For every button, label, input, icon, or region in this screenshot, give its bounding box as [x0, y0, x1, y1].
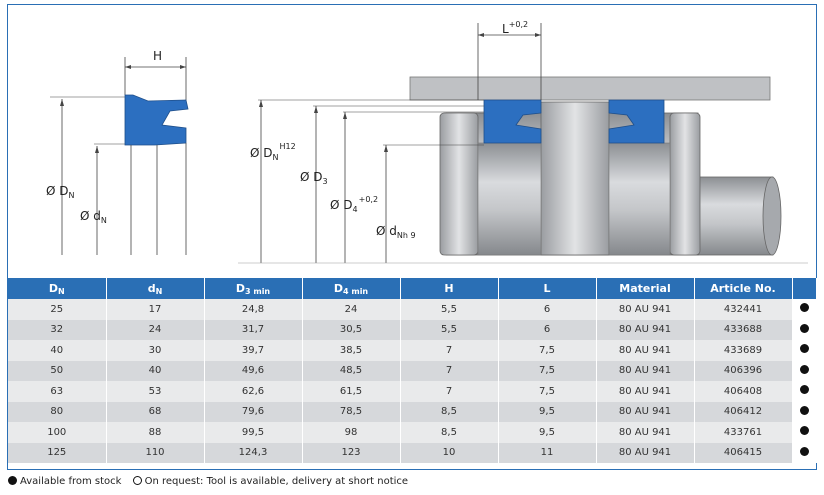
table-cell: 432441: [694, 299, 792, 320]
label-dn-right: [250, 142, 296, 162]
table-cell: 38,5: [302, 340, 400, 361]
legend-available: Available from stock: [20, 476, 122, 487]
stock-indicator: [792, 443, 816, 464]
table-cell: 7: [400, 340, 498, 361]
table-header-row: [8, 278, 816, 299]
table-cell: 49,6: [204, 361, 302, 382]
stock-dot-icon: [800, 426, 809, 435]
col-header-stock: [792, 278, 816, 299]
table-cell: 39,7: [204, 340, 302, 361]
table-cell: 433688: [694, 320, 792, 341]
svg-text:L+0,2: $L^{+0,2}$: [502, 20, 529, 36]
table-cell: 99,5: [204, 422, 302, 443]
table-cell: 110: [106, 443, 204, 464]
label-dn-left: [46, 184, 75, 200]
stock-dot-icon: [800, 303, 809, 312]
table-cell: 9,5: [498, 402, 596, 423]
svg-text:Ø D3: Ø $D_3$: [300, 170, 328, 186]
table-cell: 79,6: [204, 402, 302, 423]
table-cell: 88: [106, 422, 204, 443]
table-cell: 61,5: [302, 381, 400, 402]
table-row: [8, 443, 816, 464]
table-cell: 7,5: [498, 381, 596, 402]
stock-indicator: [792, 422, 816, 443]
table-cell: 80 AU 941: [596, 443, 694, 464]
table-cell: 30: [106, 340, 204, 361]
table-row: [8, 402, 816, 423]
table-cell: 7: [400, 361, 498, 382]
stock-dot-icon: [8, 476, 17, 485]
table-cell: 433761: [694, 422, 792, 443]
table-cell: 406415: [694, 443, 792, 464]
table-row: [8, 422, 816, 443]
table-cell: 10: [400, 443, 498, 464]
table-cell: 80 AU 941: [596, 320, 694, 341]
stock-dot-icon: [800, 385, 809, 394]
table-cell: 80 AU 941: [596, 361, 694, 382]
col-header-d3min: $D_{3 min}$: [204, 278, 302, 299]
legend-on-request: On request: Tool is available, delivery at short notice: [144, 476, 409, 487]
table-cell: 100: [8, 422, 106, 443]
seal-cross-section: [50, 57, 188, 255]
table-cell: 40: [8, 340, 106, 361]
col-header-article: Article No.: [694, 278, 792, 299]
svg-text:Ø D4+0,2: Ø $D_4^{+0,2}$: [330, 195, 379, 214]
table-cell: 80 AU 941: [596, 422, 694, 443]
stock-indicator: [792, 320, 816, 341]
svg-text:Ø DN: Ø $D_N$: [46, 184, 75, 200]
table-cell: 48,5: [302, 361, 400, 382]
stock-dot-icon: [800, 406, 809, 415]
table-cell: 5,5: [400, 320, 498, 341]
svg-text:Ø dN: Ø $d_N$: [80, 209, 107, 225]
table-cell: 80 AU 941: [596, 402, 694, 423]
stock-indicator: [792, 402, 816, 423]
label-dn-small-left: [80, 209, 107, 225]
table-cell: 31,7: [204, 320, 302, 341]
stock-dot-icon: [800, 324, 809, 333]
table-cell: 63: [8, 381, 106, 402]
stock-dot-icon: [800, 365, 809, 374]
dimensions-table: [8, 278, 817, 463]
table-cell: 406396: [694, 361, 792, 382]
table-cell: 123: [302, 443, 400, 464]
svg-text:Ø DNH12: Ø $D_N^{H12}$: [250, 142, 296, 162]
stock-indicator: [792, 299, 816, 320]
table-cell: 433689: [694, 340, 792, 361]
table-cell: 6: [498, 320, 596, 341]
table-cell: 50: [8, 361, 106, 382]
table-cell: 25: [8, 299, 106, 320]
request-circle-icon: [133, 476, 142, 485]
table-cell: 17: [106, 299, 204, 320]
table-cell: 11: [498, 443, 596, 464]
col-header-dn: $D_N$: [8, 278, 106, 299]
svg-text:Ø dNh 9: Ø $d_{Nh 9}$: [376, 224, 416, 240]
col-header-d4min: $D_{4 min}$: [302, 278, 400, 299]
table-cell: 7,5: [498, 361, 596, 382]
table-cell: 6: [498, 299, 596, 320]
table-cell: 24: [302, 299, 400, 320]
table-cell: 53: [106, 381, 204, 402]
table-cell: 406408: [694, 381, 792, 402]
table-row: [8, 320, 816, 341]
legend: [8, 476, 408, 487]
label-h: H: [153, 49, 163, 63]
table-cell: 30,5: [302, 320, 400, 341]
table-row: [8, 299, 816, 320]
table-cell: 32: [8, 320, 106, 341]
table-cell: 24,8: [204, 299, 302, 320]
label-l: [502, 20, 528, 36]
col-header-l: L: [498, 278, 596, 299]
label-dnh: [376, 224, 416, 240]
stock-indicator: [792, 381, 816, 402]
table-cell: 78,5: [302, 402, 400, 423]
stock-indicator: [792, 361, 816, 382]
table-row: [8, 340, 816, 361]
table-cell: 98: [302, 422, 400, 443]
table-cell: 5,5: [400, 299, 498, 320]
table-cell: 8,5: [400, 402, 498, 423]
col-header-dn-small: $d_N$: [106, 278, 204, 299]
table-cell: 125: [8, 443, 106, 464]
label-d3: [300, 170, 328, 186]
seal-diagram: [8, 5, 816, 277]
table-row: [8, 381, 816, 402]
table-cell: 406412: [694, 402, 792, 423]
table-cell: 40: [106, 361, 204, 382]
table-cell: 24: [106, 320, 204, 341]
table-cell: 7,5: [498, 340, 596, 361]
col-header-h: H: [400, 278, 498, 299]
table-cell: 9,5: [498, 422, 596, 443]
label-d4: [330, 195, 378, 214]
table-cell: 68: [106, 402, 204, 423]
table-cell: 80 AU 941: [596, 340, 694, 361]
table-cell: 80 AU 941: [596, 299, 694, 320]
piston-assembly: [238, 23, 808, 263]
stock-dot-icon: [800, 447, 809, 456]
table-cell: 80: [8, 402, 106, 423]
stock-indicator: [792, 340, 816, 361]
table-row: [8, 361, 816, 382]
table-cell: 62,6: [204, 381, 302, 402]
table-cell: 7: [400, 381, 498, 402]
table-cell: 8,5: [400, 422, 498, 443]
stock-dot-icon: [800, 344, 809, 353]
table-cell: 124,3: [204, 443, 302, 464]
col-header-material: Material: [596, 278, 694, 299]
table-cell: 80 AU 941: [596, 381, 694, 402]
